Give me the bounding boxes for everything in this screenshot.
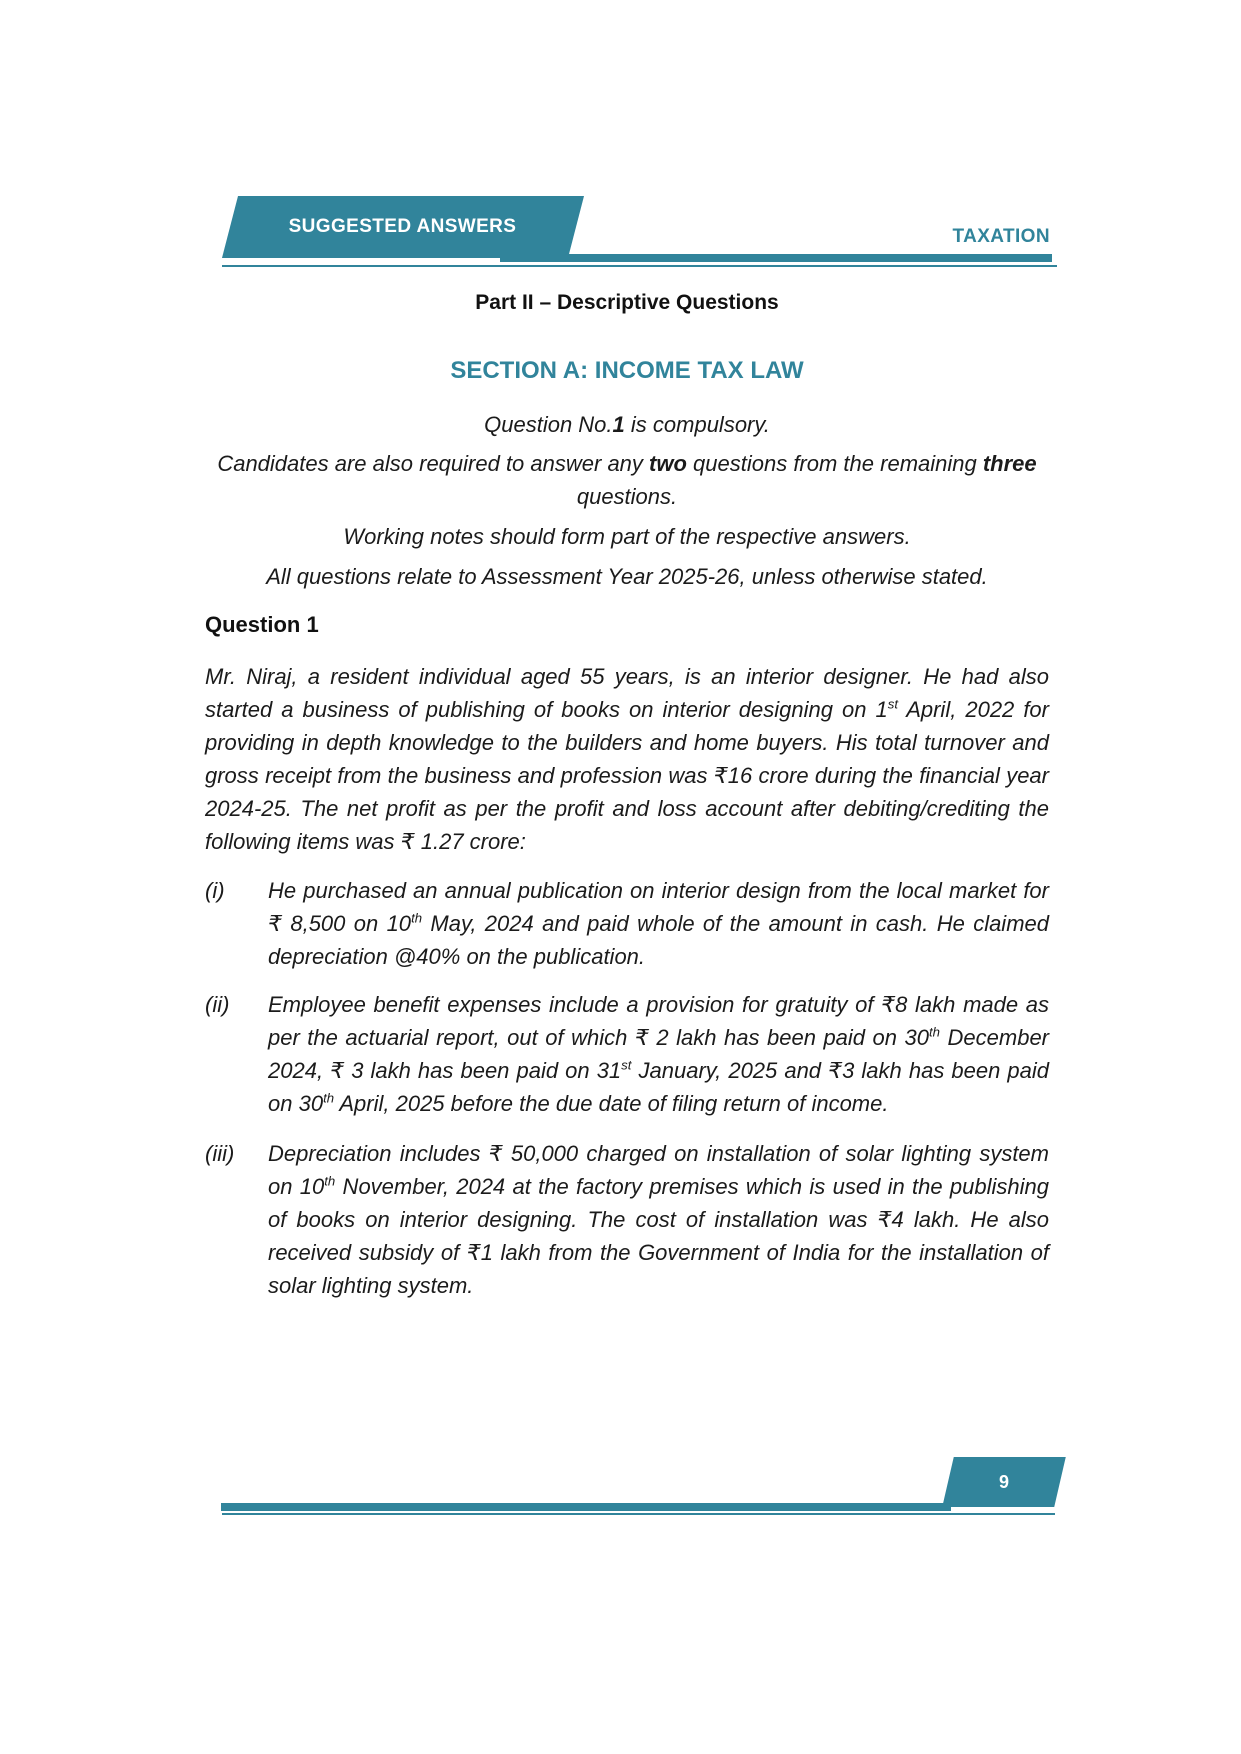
list-item [205, 1137, 1049, 1302]
question-intro-paragraph: Mr. Niraj, a resident individual aged 55 years, is an interior designer. He had also started a business of publishing of books on interior designing on 1st April, 2022 for providing in depth knowledge to the builders and home buyers. His total turnover and gross receipt from the business and profession was ₹16 crore during the financial year 2024-25. The net profit as per the profit and loss account after debiting/crediting the following items was ₹ 1.27 crore: [205, 664, 1049, 854]
section-heading: SECTION A: INCOME TAX LAW [450, 357, 804, 384]
item-text: Depreciation includes ₹ 50,000 charged on installation of solar lighting system on 10th November, 2024 at the factory premises which is used in the publishing of books on interior designing. The cost of installation was ₹4 lakh. He also received subsidy of ₹1 lakh from the Government of India for the installation of solar lighting system. [268, 1141, 1049, 1298]
footer-accent-bar [221, 1503, 951, 1511]
subject-title: TAXATION [952, 226, 1050, 247]
page-content [205, 290, 1049, 1302]
instruction-note-1: Question No.1 is compulsory. [484, 412, 770, 437]
list-item [205, 874, 1049, 973]
instruction-note-4: All questions relate to Assessment Year 2025-26, unless otherwise stated. [266, 564, 988, 589]
item-marker: (iii) [205, 1141, 235, 1166]
list-item [205, 988, 1049, 1120]
part-heading: Part II – Descriptive Questions [475, 291, 779, 314]
item-text: Employee benefit expenses include a provision for gratuity of ₹8 lakh made as per the actuarial report, out of which ₹ 2 lakh has been paid on 30th December 2024, ₹ 3 lakh has been paid on 31st January, 2025 and ₹3 lakh has been paid on 30th April, 2025 before the due date of filing return of income. [268, 992, 1050, 1116]
header-rule [222, 265, 1057, 267]
page-number: 9 [998, 1471, 1009, 1492]
instruction-note-2: Candidates are also required to answer any two questions from the remaining three questions. [217, 451, 1037, 509]
question-heading: Question 1 [205, 612, 319, 637]
item-marker: (ii) [205, 992, 230, 1017]
banner-title: SUGGESTED ANSWERS [288, 216, 517, 237]
instruction-note-3: Working notes should form part of the respective answers. [343, 524, 911, 549]
item-text: He purchased an annual publication on interior design from the local market for ₹ 8,500 on 10th May, 2024 and paid whole of the amount in cash. He claimed depreciation @40% on the publication. [268, 878, 1049, 969]
footer-rule [222, 1513, 1055, 1515]
item-marker: (i) [205, 878, 225, 903]
